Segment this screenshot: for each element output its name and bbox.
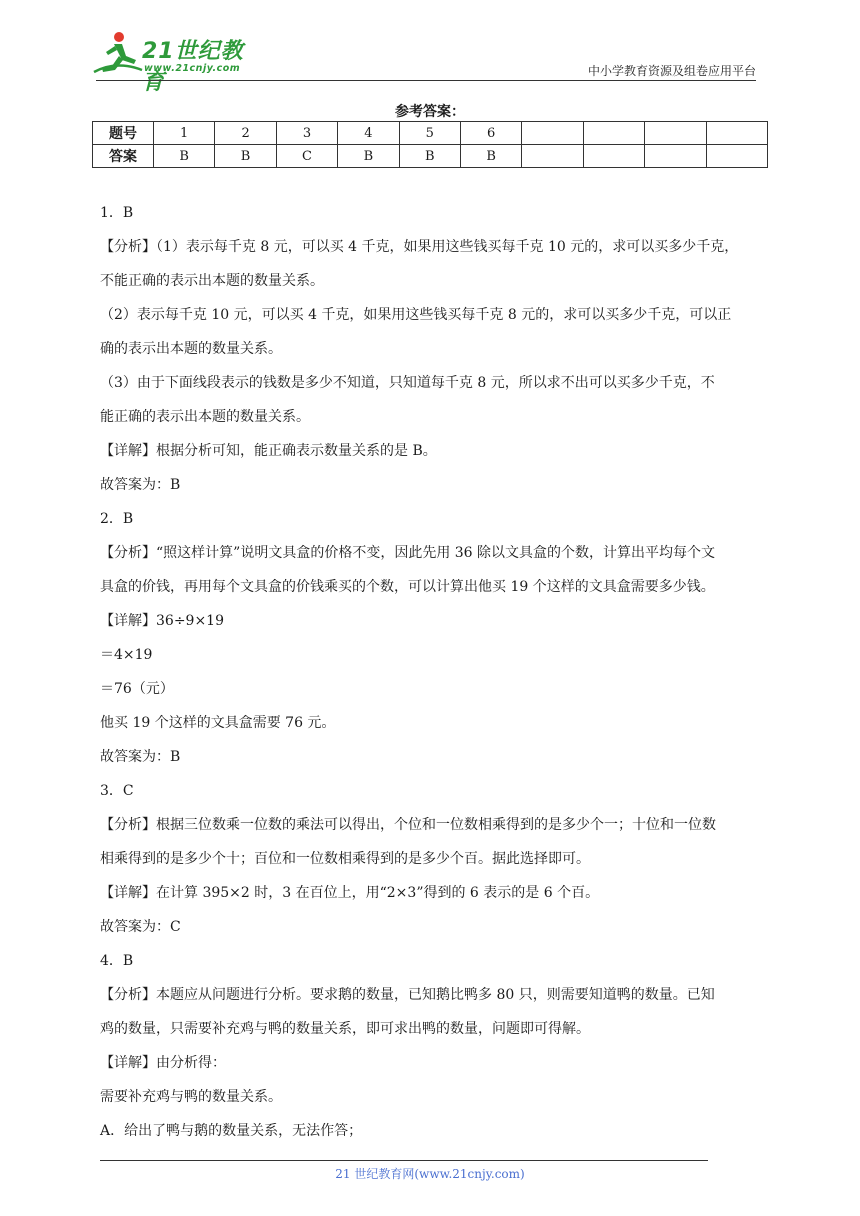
q3-answer: 故答案为：C: [100, 919, 181, 935]
answer-cell: [522, 145, 583, 168]
table-row-answers: [93, 145, 768, 168]
question-number-cell: 5: [399, 122, 460, 145]
question-number-cell: [645, 122, 706, 145]
question-number-cell: 4: [338, 122, 399, 145]
q4-analysis-line: 鸡的数量，只需要补充鸡与鸭的数量关系，即可求出鸭的数量，问题即可得解。: [100, 1021, 590, 1037]
row-label-answers: 答案: [93, 145, 154, 168]
page-header: [0, 0, 860, 95]
runner-logo-icon: [92, 30, 144, 76]
solution-body: [100, 196, 764, 1148]
question-number-cell: 2: [215, 122, 276, 145]
answer-cell: B: [399, 145, 460, 168]
question-number-cell: 3: [276, 122, 337, 145]
header-divider: [96, 80, 756, 81]
q2-analysis-line: 【分析】“照这样计算”说明文具盒的价格不变，因此先用 36 除以文具盒的个数，计算出平均每个文: [100, 545, 716, 561]
q1-detail: 【详解】根据分析可知，能正确表示数量关系的是 B。: [100, 443, 437, 459]
q1-analysis-line: 不能正确的表示出本题的数量关系。: [100, 273, 324, 289]
answer-cell: B: [460, 145, 521, 168]
answer-cell: B: [154, 145, 215, 168]
q2-heading: 2．B: [100, 511, 134, 527]
footer-divider: [100, 1160, 708, 1161]
question-number-cell: 6: [460, 122, 521, 145]
q4-detail-line: 【详解】由分析得：: [100, 1055, 226, 1071]
q1-analysis-line: 确的表示出本题的数量关系。: [100, 341, 282, 357]
logo-url-text: www.21cnjy.com: [144, 63, 241, 74]
answer-cell: C: [276, 145, 337, 168]
q2-detail-line: ＝4×19: [100, 647, 153, 663]
q2-detail-line: 他买 19 个这样的文具盒需要 76 元。: [100, 715, 336, 731]
q4-option-a: A．给出了鸭与鹅的数量关系，无法作答；: [100, 1123, 363, 1139]
question-number-cell: 1: [154, 122, 215, 145]
answer-cell: [583, 145, 644, 168]
q2-detail-line: ＝76（元）: [100, 681, 174, 697]
footer-link[interactable]: 21 世纪教育网(www.21cnjy.com): [335, 1167, 525, 1181]
q1-analysis-line: （2）表示每千克 10 元，可以买 4 千克，如果用这些钱买每千克 8 元的，求可以买多少千克，可以正: [100, 307, 732, 323]
question-number-cell: [706, 122, 767, 145]
site-logo[interactable]: [92, 30, 262, 95]
q1-answer: 故答案为：B: [100, 477, 181, 493]
q4-heading: 4．B: [100, 953, 134, 969]
row-label-numbers: 题号: [93, 122, 154, 145]
q4-analysis-line: 【分析】本题应从问题进行分析。要求鹅的数量，已知鹅比鸭多 80 只，则需要知道鸭的数量。已知: [100, 987, 715, 1003]
q3-detail: 【详解】在计算 395×2 时，3 在百位上，用“2×3”得到的 6 表示的是 6 个百。: [100, 885, 600, 901]
platform-tagline: 中小学教育资源及组卷应用平台: [587, 64, 756, 78]
q1-analysis-line: 能正确的表示出本题的数量关系。: [100, 409, 310, 425]
q2-answer: 故答案为：B: [100, 749, 181, 765]
q1-analysis-line: 【分析】（1）表示每千克 8 元，可以买 4 千克，如果用这些钱买每千克 10 元的，求可以买多少千克，: [100, 239, 739, 255]
logo-brand-text: 21世纪教育: [142, 39, 244, 95]
answer-key-table: [92, 121, 768, 168]
table-row-numbers: [93, 122, 768, 145]
answer-cell: B: [338, 145, 399, 168]
question-number-cell: [583, 122, 644, 145]
q2-detail-line: 【详解】36÷9×19: [100, 613, 224, 629]
answer-cell: [706, 145, 767, 168]
question-number-cell: [522, 122, 583, 145]
q1-heading: 1．B: [100, 205, 134, 221]
q3-analysis-line: 相乘得到的是多少个十；百位和一位数相乘得到的是多少个百。据此选择即可。: [100, 851, 590, 867]
q1-analysis-line: （3）由于下面线段表示的钱数是多少不知道，只知道每千克 8 元，所以求不出可以买多少千克，不: [100, 375, 715, 391]
answer-cell: B: [215, 145, 276, 168]
q3-analysis-line: 【分析】根据三位数乘一位数的乘法可以得出，个位和一位数相乘得到的是多少个一；十位和一位数: [100, 817, 716, 833]
q2-analysis-line: 具盒的价钱，再用每个文具盒的价钱乘买的个数，可以计算出他买 19 个这样的文具盒需要多少钱。: [100, 579, 715, 595]
q4-detail-line: 需要补充鸡与鸭的数量关系。: [100, 1089, 282, 1105]
q3-heading: 3．C: [100, 783, 134, 799]
answer-cell: [645, 145, 706, 168]
answer-key-title: 参考答案：: [395, 104, 465, 120]
